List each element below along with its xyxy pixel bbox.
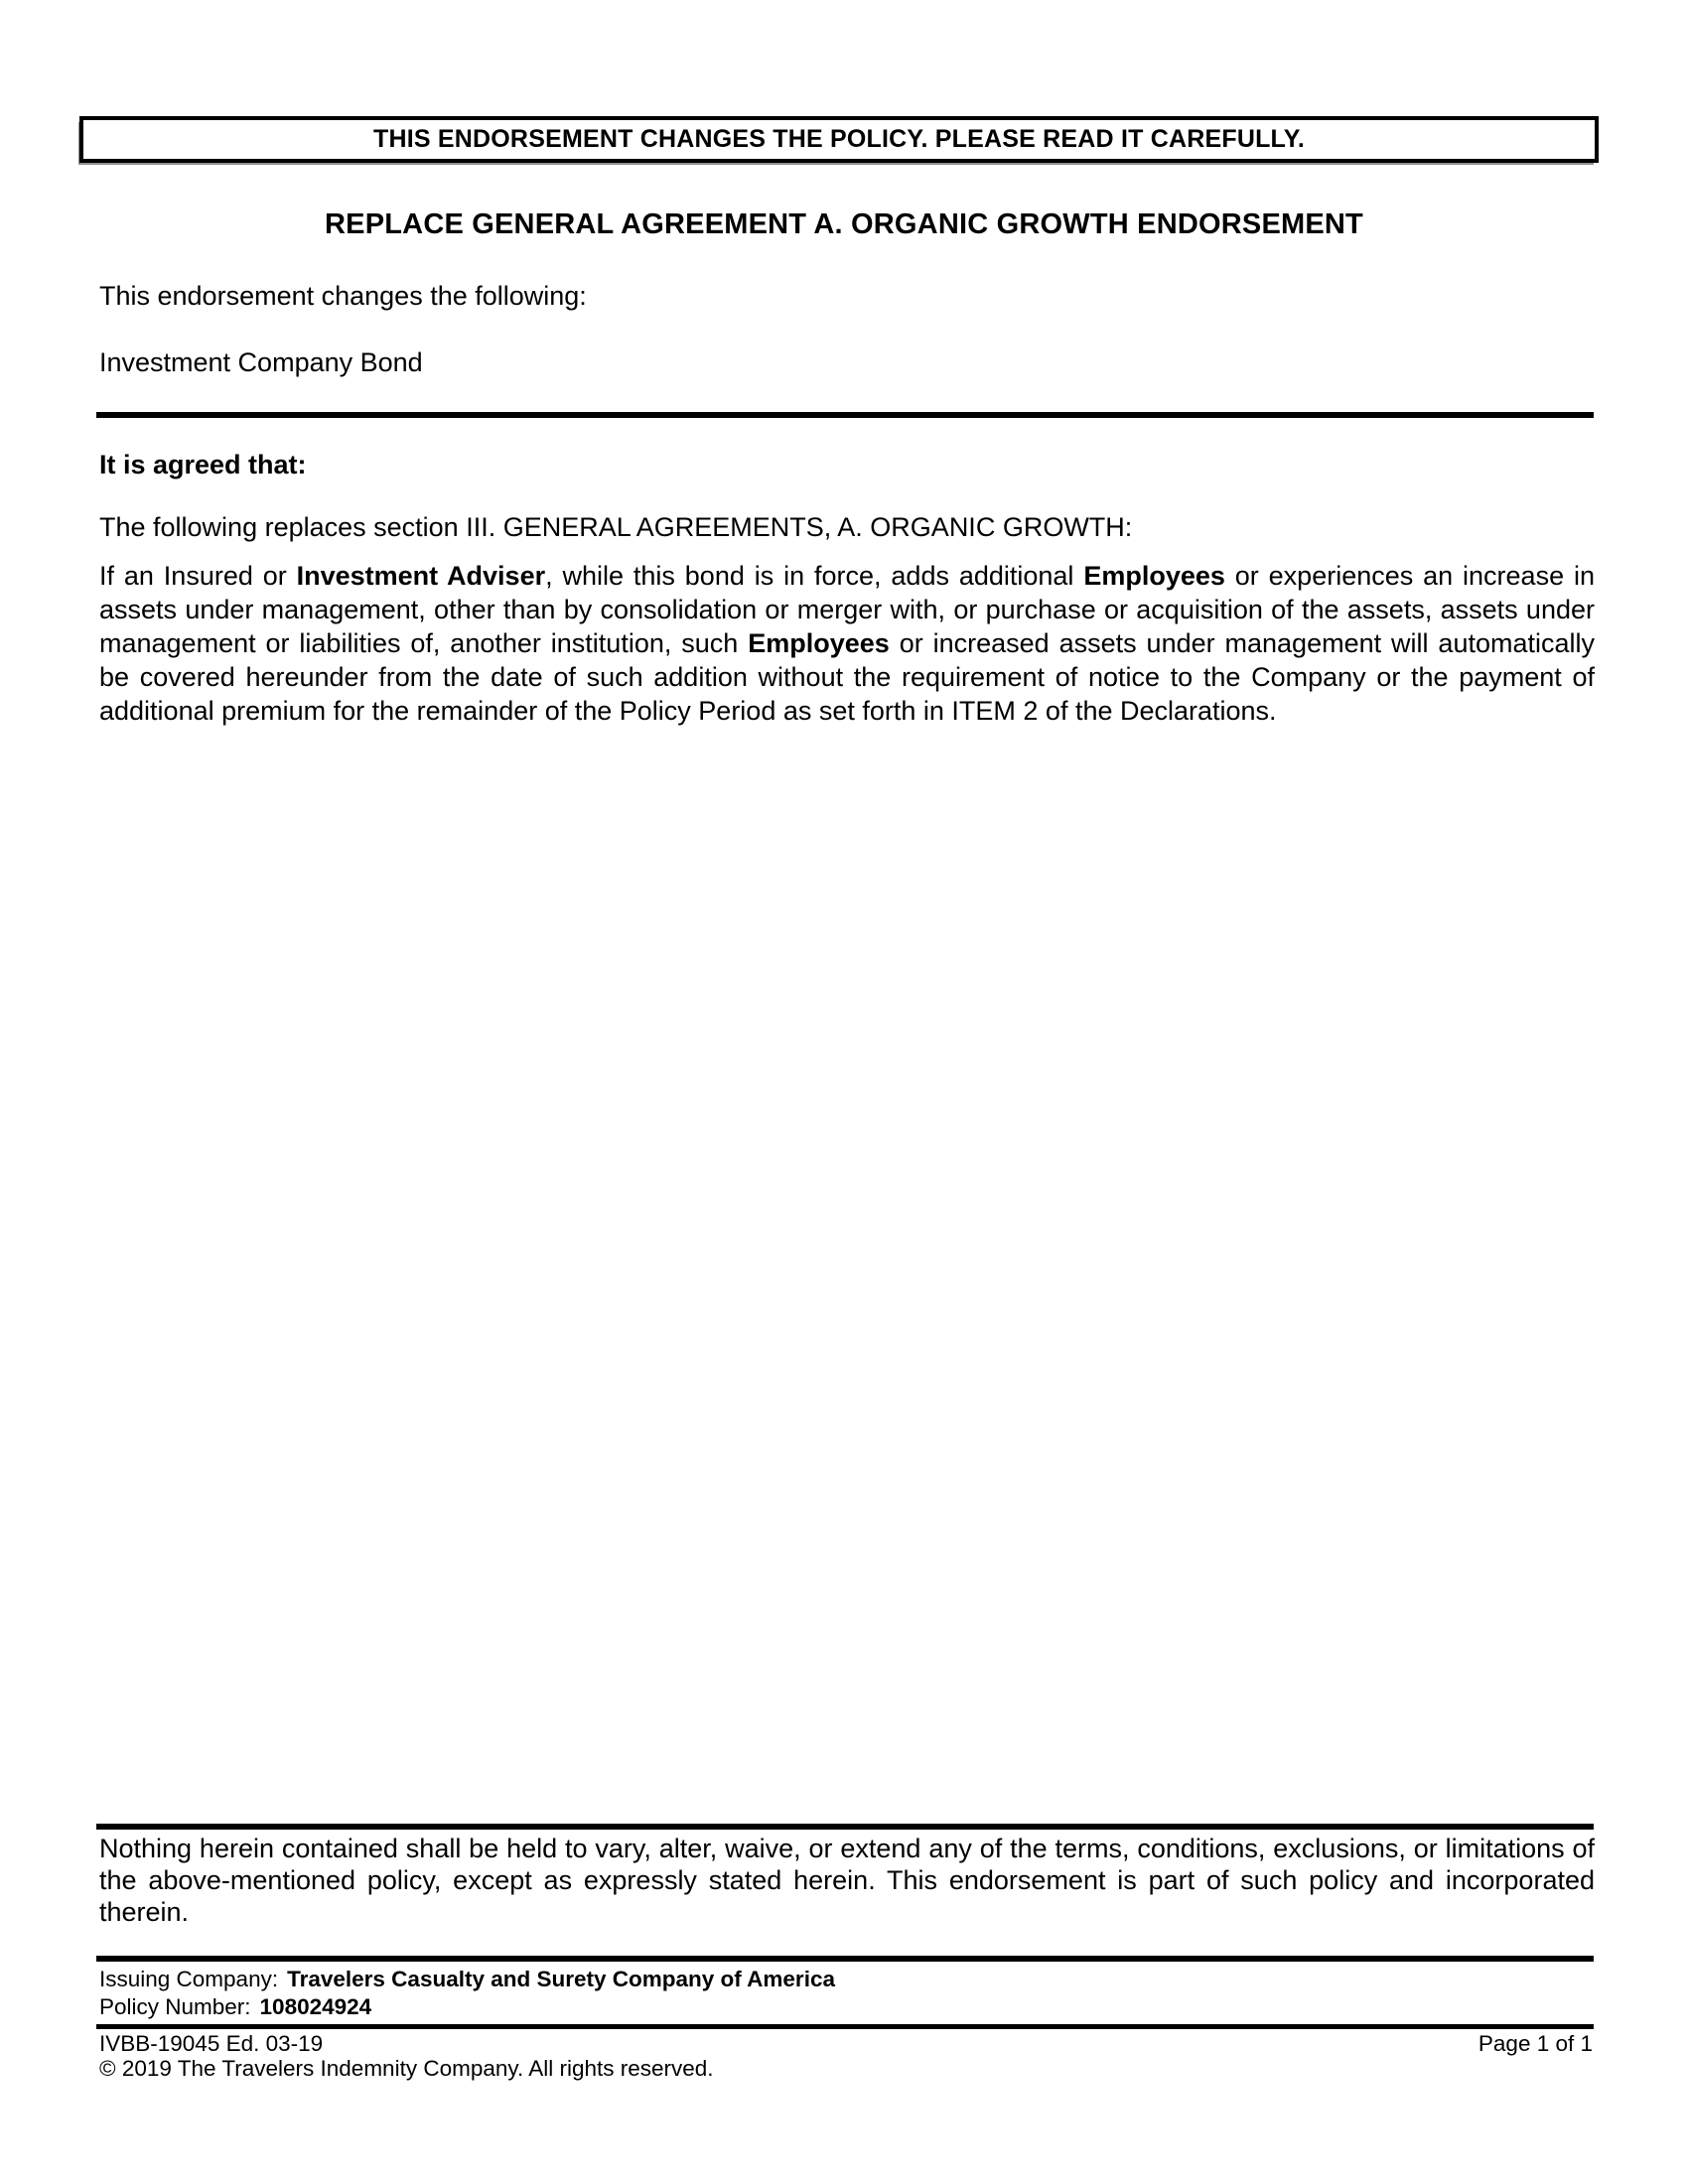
replaces-section-line: The following replaces section III. GENERAL AGREEMENTS, A. ORGANIC GROWTH: <box>99 512 1133 542</box>
form-number: IVBB-19045 Ed. 03-19 <box>99 2031 324 2056</box>
footer-row <box>99 2031 1593 2057</box>
divider-top <box>96 412 1594 418</box>
disclaimer-paragraph: Nothing herein contained shall be held to vary, alter, waive, or extend any of the terms, conditions, exclusions, or limitations of the above-mentioned policy, except as expressly stated herein. This endorsement is part of such policy and incorporated therein. <box>99 1834 1595 1927</box>
divider-disclaimer-top <box>96 1824 1594 1830</box>
issuing-block <box>99 1966 835 2021</box>
issuing-company-row <box>99 1966 835 1993</box>
issuing-company-value: Travelers Casualty and Surety Company of America <box>287 1967 835 1991</box>
divider-footer <box>96 2024 1594 2029</box>
policy-number-value: 108024924 <box>259 1994 372 2019</box>
changed-product-line: Investment Company Bond <box>99 347 423 377</box>
banner-text: THIS ENDORSEMENT CHANGES THE POLICY. PLEASE READ IT CAREFULLY. <box>373 125 1305 153</box>
divider-issuing-top <box>96 1956 1594 1962</box>
policy-number-row <box>99 1993 835 2021</box>
issuing-company-label: Issuing Company: <box>99 1967 279 1991</box>
changes-intro-line: This endorsement changes the following: <box>99 281 587 311</box>
agreement-heading: It is agreed that: <box>99 450 307 479</box>
endorsement-title: REPLACE GENERAL AGREEMENT A. ORGANIC GROWTH ENDORSEMENT <box>325 208 1363 240</box>
agreement-paragraph: If an Insured or Investment Adviser, while this bond is in force, adds additional Employees or experiences an increase in assets under management, other than by consolidation or merger with, or purchase or acquisition of the assets, assets under management or liabilities of, another institution, such Employees or increased assets under management will automatically be covered hereunder from the date of such addition without the requirement of notice to the Company or the payment of additional premium for the remainder of the Policy Period as set forth in ITEM 2 of the Declarations. <box>99 561 1595 726</box>
page-indicator: Page 1 of 1 <box>1477 2031 1593 2056</box>
policy-number-label: Policy Number: <box>99 1994 251 2019</box>
copyright-line: © 2019 The Travelers Indemnity Company. All rights reserved. <box>99 2056 714 2081</box>
policy-change-banner <box>79 116 1599 163</box>
